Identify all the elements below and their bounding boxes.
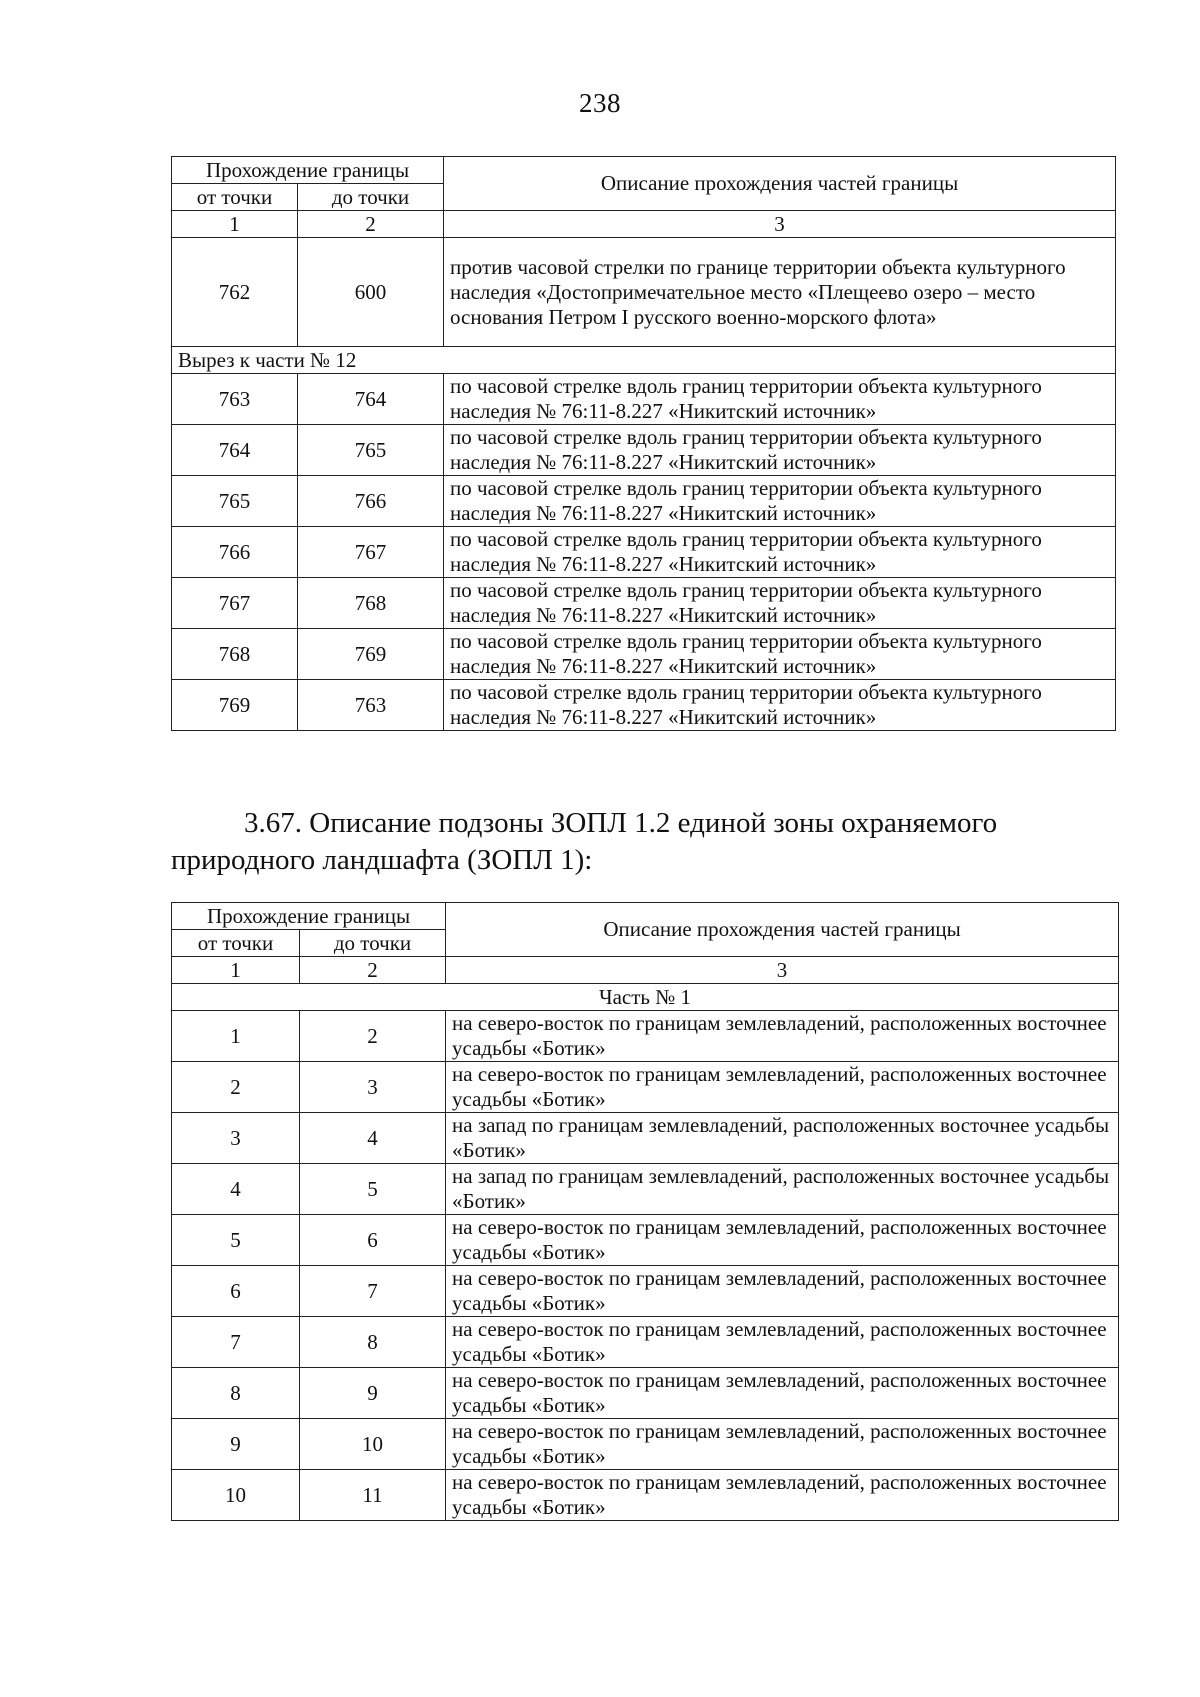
part-row: Часть № 1 — [172, 984, 1119, 1011]
cell-from: 10 — [172, 1470, 300, 1521]
cell-to: 10 — [300, 1419, 446, 1470]
cell-to: 9 — [300, 1368, 446, 1419]
table-row — [172, 629, 1116, 680]
cell-to: 765 — [298, 425, 444, 476]
cell-description: на запад по границам землевладений, расположенных восточнее усадьбы «Ботик» — [446, 1164, 1119, 1215]
cell-from: 769 — [172, 680, 298, 731]
cell-from: 766 — [172, 527, 298, 578]
cell-to: 764 — [298, 374, 444, 425]
cell-to: 6 — [300, 1215, 446, 1266]
header-to: до точки — [300, 930, 446, 957]
cell-description: по часовой стрелке вдоль границ территории объекта культурного наследия № 76:11-8.227 «Никитский источник» — [444, 425, 1116, 476]
table-row — [172, 1470, 1119, 1521]
header-from: от точки — [172, 930, 300, 957]
cell-description: на северо-восток по границам землевладений, расположенных восточнее усадьбы «Ботик» — [446, 1062, 1119, 1113]
cell-from: 768 — [172, 629, 298, 680]
cell-from: 762 — [172, 238, 298, 347]
header-from: от точки — [172, 184, 298, 211]
page-number: 238 — [579, 88, 621, 118]
cell-description: по часовой стрелке вдоль границ территории объекта культурного наследия № 76:11-8.227 «Никитский источник» — [444, 680, 1116, 731]
cell-to: 8 — [300, 1317, 446, 1368]
cell-to: 11 — [300, 1470, 446, 1521]
cell-to: 2 — [300, 1011, 446, 1062]
cell-from: 7 — [172, 1317, 300, 1368]
cell-to: 769 — [298, 629, 444, 680]
cell-description: на запад по границам землевладений, расположенных восточнее усадьбы «Ботик» — [446, 1113, 1119, 1164]
cell-description: по часовой стрелке вдоль границ территории объекта культурного наследия № 76:11-8.227 «Никитский источник» — [444, 476, 1116, 527]
section-row: Вырез к части № 12 — [172, 347, 1116, 374]
header-boundary: Прохождение границы — [172, 157, 444, 184]
table-row — [172, 1419, 1119, 1470]
table-row — [172, 425, 1116, 476]
cell-to: 4 — [300, 1113, 446, 1164]
table-row — [172, 1368, 1119, 1419]
cell-description: на северо-восток по границам землевладений, расположенных восточнее усадьбы «Ботик» — [446, 1215, 1119, 1266]
cell-from: 1 — [172, 1011, 300, 1062]
cell-from: 6 — [172, 1266, 300, 1317]
cell-to: 3 — [300, 1062, 446, 1113]
cell-from: 2 — [172, 1062, 300, 1113]
cell-to: 768 — [298, 578, 444, 629]
table-row — [172, 578, 1116, 629]
cell-from: 764 — [172, 425, 298, 476]
header-to: до точки — [298, 184, 444, 211]
cell-to: 600 — [298, 238, 444, 347]
boundary-table-2 — [171, 902, 1119, 1521]
cell-from: 9 — [172, 1419, 300, 1470]
table-row — [172, 1215, 1119, 1266]
cell-description: по часовой стрелке вдоль границ территории объекта культурного наследия № 76:11-8.227 «Никитский источник» — [444, 629, 1116, 680]
table-row — [172, 1317, 1119, 1368]
header-boundary: Прохождение границы — [172, 903, 446, 930]
table-row — [172, 527, 1116, 578]
column-number: 3 — [446, 957, 1119, 984]
table-row — [172, 1266, 1119, 1317]
column-number: 1 — [172, 211, 298, 238]
header-description: Описание прохождения частей границы — [446, 903, 1119, 957]
cell-from: 4 — [172, 1164, 300, 1215]
cell-description: по часовой стрелке вдоль границ территории объекта культурного наследия № 76:11-8.227 «Никитский источник» — [444, 578, 1116, 629]
cell-to: 766 — [298, 476, 444, 527]
cell-from: 767 — [172, 578, 298, 629]
cell-from: 8 — [172, 1368, 300, 1419]
header-description: Описание прохождения частей границы — [444, 157, 1116, 211]
cell-description: по часовой стрелке вдоль границ территории объекта культурного наследия № 76:11-8.227 «Никитский источник» — [444, 527, 1116, 578]
table-row — [172, 1113, 1119, 1164]
cell-description: на северо-восток по границам землевладений, расположенных восточнее усадьбы «Ботик» — [446, 1419, 1119, 1470]
cell-to: 763 — [298, 680, 444, 731]
column-number: 2 — [298, 211, 444, 238]
cell-to: 5 — [300, 1164, 446, 1215]
cell-description: на северо-восток по границам землевладений, расположенных восточнее усадьбы «Ботик» — [446, 1368, 1119, 1419]
cell-from: 3 — [172, 1113, 300, 1164]
column-number: 1 — [172, 957, 300, 984]
table-row — [172, 680, 1116, 731]
cell-description: против часовой стрелки по границе территории объекта культурного наследия «Достопримечательное место «Плещеево озеро – место основания Петром I русского военно-морского флота» — [444, 238, 1116, 347]
cell-description: по часовой стрелке вдоль границ территории объекта культурного наследия № 76:11-8.227 «Никитский источник» — [444, 374, 1116, 425]
cell-from: 763 — [172, 374, 298, 425]
cell-description: на северо-восток по границам землевладений, расположенных восточнее усадьбы «Ботик» — [446, 1266, 1119, 1317]
cell-description: на северо-восток по границам землевладений, расположенных восточнее усадьбы «Ботик» — [446, 1317, 1119, 1368]
table-row — [172, 476, 1116, 527]
table-row — [172, 1011, 1119, 1062]
cell-from: 765 — [172, 476, 298, 527]
column-number: 3 — [444, 211, 1116, 238]
column-number: 2 — [300, 957, 446, 984]
table-row — [172, 1164, 1119, 1215]
section-heading: 3.67. Описание подзоны ЗОПЛ 1.2 единой зоны охраняемого природного ландшафта (ЗОПЛ 1): — [171, 807, 998, 876]
cell-to: 7 — [300, 1266, 446, 1317]
table-row — [172, 374, 1116, 425]
table-row — [172, 1062, 1119, 1113]
cell-to: 767 — [298, 527, 444, 578]
cell-description: на северо-восток по границам землевладений, расположенных восточнее усадьбы «Ботик» — [446, 1470, 1119, 1521]
boundary-table-1 — [171, 156, 1116, 731]
cell-description: на северо-восток по границам землевладений, расположенных восточнее усадьбы «Ботик» — [446, 1011, 1119, 1062]
cell-from: 5 — [172, 1215, 300, 1266]
